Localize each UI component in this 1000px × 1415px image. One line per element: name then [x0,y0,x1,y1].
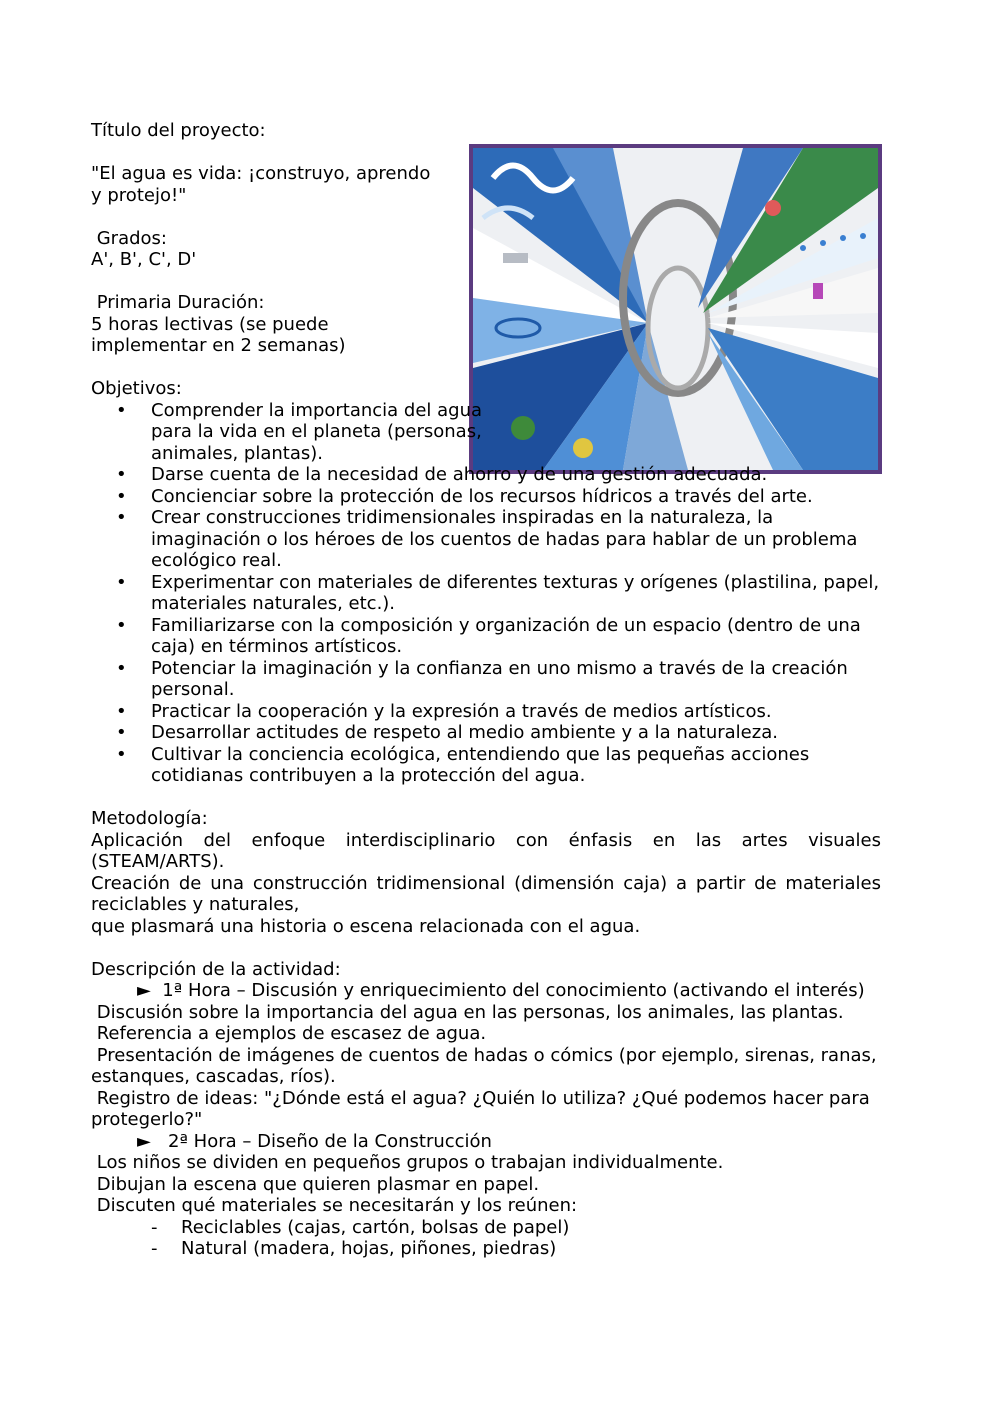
list-item: • Crear construcciones tridimensionales inspiradas en la naturaleza, la imaginación o los héroes de los cuentos de hadas para hablar de un problema ecológico real. [116,507,858,571]
hour-1-line: Referencia a ejemplos de escasez de agua. [91,1023,487,1044]
document-body [91,120,887,1260]
hour-1-line: Presentación de imágenes de cuentos de hadas o cómics (por ejemplo, sirenas, ranas, estanques, cascadas, ríos). [91,1044,883,1087]
methodology-paragraph-2: Creación de una construcción tridimensional (dimensión caja) a partir de materiales reciclables y naturales, [91,872,887,915]
methodology-paragraph-1: Aplicación del enfoque interdisciplinario con énfasis en las artes visuales (STEAM/ARTS). [91,829,887,872]
objectives-label: Objetivos: [91,378,182,399]
list-item: • Desarrollar actitudes de respeto al medio ambiente y a la naturaleza. [116,722,778,743]
project-title-label: Título del proyecto: [91,120,266,141]
duration-value-line-2: implementar en 2 semanas) [91,335,346,356]
bullet-icon: • [116,399,127,421]
methodology-label: Metodología: [91,808,208,829]
objectives-list [91,400,881,787]
list-item: • Cultivar la conciencia ecológica, entendiendo que las pequeñas acciones cotidianas contribuyen a la protección del agua. [116,743,810,786]
list-item: • Concienciar sobre la protección de los recursos hídricos a través del arte. [116,485,813,507]
duration-label: Primaria Duración: [91,292,265,313]
material-item: - Reciclables (cajas, cartón, bolsas de papel) [151,1216,570,1238]
list-item: • Darse cuenta de la necesidad de ahorro y de una gestión adecuada. [116,464,768,485]
list-item: • Practicar la cooperación y la expresión a través de medios artísticos. [116,700,772,722]
hour-2-title: ► 2ª Hora – Diseño de la Construcción [137,1130,492,1152]
methodology-paragraph-3: que plasmará una historia o escena relacionada con el agua. [91,915,641,937]
hour-1-line: Discusión sobre la importancia del agua en las personas, los animales, las plantas. [91,1001,844,1023]
material-item: - Natural (madera, hojas, piñones, piedras) [151,1238,557,1259]
dash-icon: - [151,1216,158,1238]
hour-2-line: Discuten qué materiales se necesitarán y los reúnen: [91,1195,578,1216]
list-item: • Comprender la importancia del agua para la vida en el planeta (personas, animales, plantas). [116,399,483,464]
bullet-icon: • [116,464,127,485]
hour-2-line: Dibujan la escena que quieren plasmar en papel. [91,1173,540,1195]
bullet-icon: • [116,722,127,743]
activity-label: Descripción de la actividad: [91,958,341,980]
project-title-line-2: y protejo!" [91,184,187,206]
bullet-icon: • [116,614,127,636]
dash-icon: - [151,1238,158,1259]
bullet-icon: • [116,700,127,722]
bullet-icon: • [116,743,127,765]
list-item: • Experimentar con materiales de diferentes texturas y orígenes (plastilina, papel, materiales naturales, etc.). [116,571,880,614]
project-title-line-1: "El agua es vida: ¡construyo, aprendo [91,163,431,184]
hour-1-line: Registro de ideas: "¿Dónde está el agua? ¿Quién lo utiliza? ¿Qué podemos hacer para protegerlo?" [91,1087,876,1130]
duration-value-line-1: 5 horas lectivas (se puede [91,313,329,335]
grades-value: A', B', C', D' [91,249,197,270]
bullet-icon: • [116,485,127,507]
hour-1-title: ► 1ª Hora – Discusión y enriquecimiento del conocimiento (activando el interés) [137,980,865,1001]
bullet-icon: • [116,571,127,593]
grades-label: Grados: [91,227,167,249]
list-item: • Familiarizarse con la composición y organización de un espacio (dentro de una caja) en términos artísticos. [116,614,861,657]
bullet-icon: • [116,657,127,679]
bullet-icon: • [116,507,127,528]
list-item: • Potenciar la imaginación y la confianza en uno mismo a través de la creación personal. [116,657,848,700]
hour-2-line: Los niños se dividen en pequeños grupos o trabajan individualmente. [91,1152,724,1173]
